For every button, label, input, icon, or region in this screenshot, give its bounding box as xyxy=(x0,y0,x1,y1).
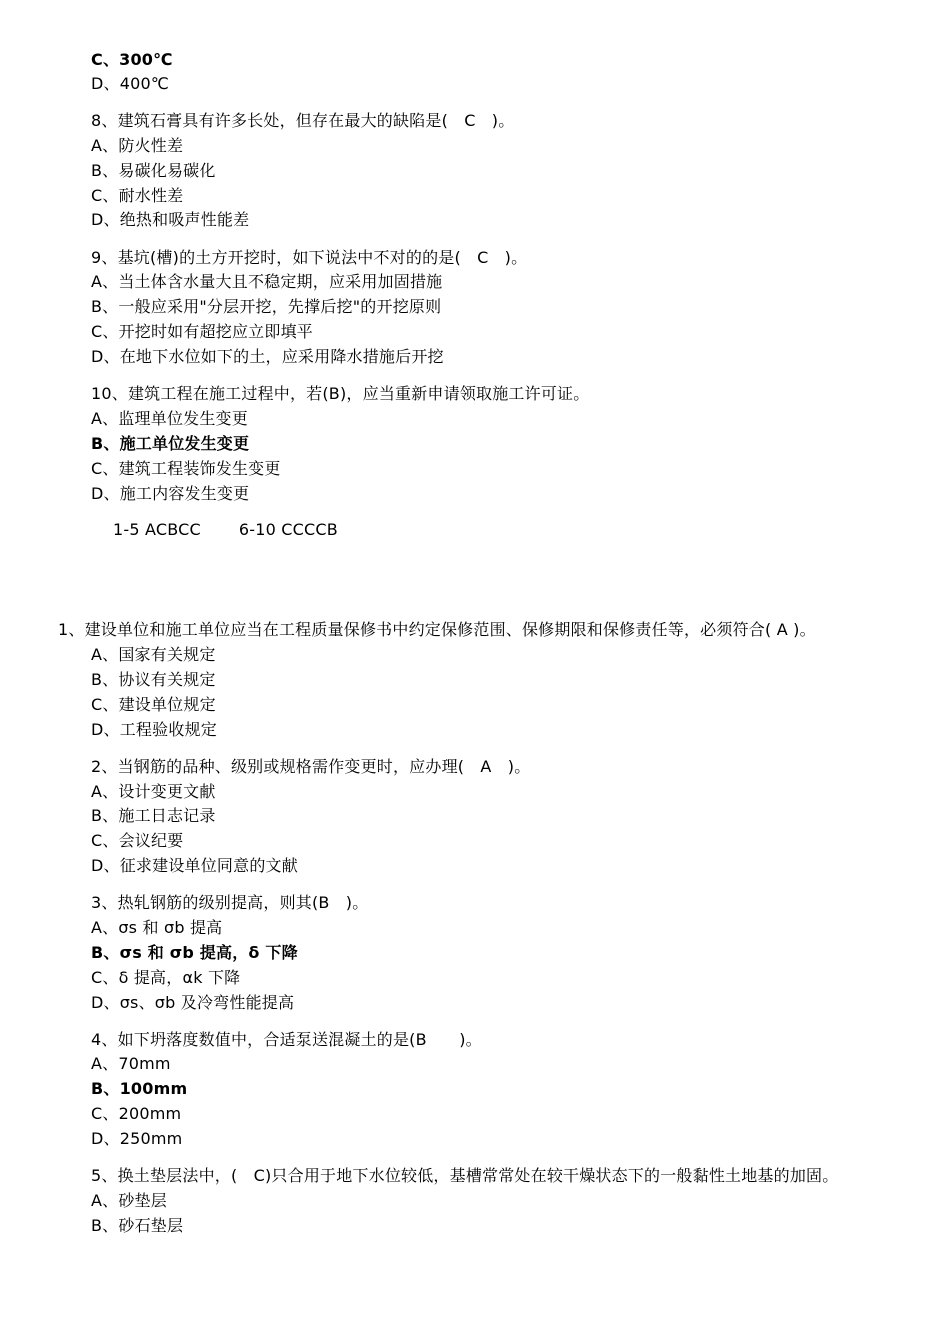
q9-option-c: C、开挖时如有超挖应立即填平 xyxy=(91,322,313,341)
s2-q5-option-b: B、砂石垫层 xyxy=(91,1216,184,1235)
q7-option-c: C、300℃ xyxy=(91,50,173,69)
q7-option-d: D、400℃ xyxy=(91,74,170,93)
s2-q4-stem: 4、如下坍落度数值中，合适泵送混凝土的是(B )。 xyxy=(91,1030,482,1049)
s2-q3-option-b: B、σs 和 σb 提高，δ 下降 xyxy=(91,943,298,962)
s2-q1-option-a: A、国家有关规定 xyxy=(91,645,216,664)
s2-q2-stem: 2、当钢筋的品种、级别或规格需作变更时，应办理( A )。 xyxy=(91,757,531,776)
s2-q2-option-d: D、征求建设单位同意的文献 xyxy=(91,856,298,875)
q10-stem: 10、建筑工程在施工过程中，若(B)，应当重新申请领取施工许可证。 xyxy=(91,384,590,403)
s2-q4-option-a: A、70mm xyxy=(91,1054,171,1073)
s2-q3-stem: 3、热轧钢筋的级别提高，则其(B )。 xyxy=(91,893,369,912)
q8-option-c: C、耐水性差 xyxy=(91,186,184,205)
q10-option-a: A、监理单位发生变更 xyxy=(91,409,248,428)
s2-q2-option-a: A、设计变更文献 xyxy=(91,782,216,801)
answer-key xyxy=(113,520,338,540)
s2-q3-option-c: C、δ 提高，αk 下降 xyxy=(91,968,241,987)
q9-stem: 9、基坑(槽)的土方开挖时，如下说法中不对的的是( C )。 xyxy=(91,248,528,267)
q10-option-b: B、施工单位发生变更 xyxy=(91,434,250,453)
s2-q1-option-c: C、建设单位规定 xyxy=(91,695,216,714)
s2-q4-option-d: D、250mm xyxy=(91,1129,183,1148)
q8-option-d: D、绝热和吸声性能差 xyxy=(91,210,250,229)
q9-option-d: D、在地下水位如下的土，应采用降水措施后开挖 xyxy=(91,347,444,366)
answer-key-part2: 6-10 CCCCB xyxy=(238,520,338,539)
q10-option-d: D、施工内容发生变更 xyxy=(91,484,250,503)
s2-q1-option-d: D、工程验收规定 xyxy=(91,720,217,739)
s2-q1-option-b: B、协议有关规定 xyxy=(91,670,216,689)
s2-q4-option-b: B、100mm xyxy=(91,1079,188,1098)
s2-q3-option-d: D、σs、σb 及冷弯性能提高 xyxy=(91,993,295,1012)
q8-stem: 8、建筑石膏具有许多长处，但存在最大的缺陷是( C )。 xyxy=(91,111,515,130)
s2-q1-stem: 1、建设单位和施工单位应当在工程质量保修书中约定保修范围、保修期限和保修责任等，必须符合( A )。 xyxy=(58,620,816,639)
q8-option-a: A、防火性差 xyxy=(91,136,184,155)
s2-q4-option-c: C、200mm xyxy=(91,1104,182,1123)
answer-key-part1: 1-5 ACBCC xyxy=(113,520,201,539)
s2-q2-option-c: C、会议纪要 xyxy=(91,831,184,850)
s2-q5-option-a: A、砂垫层 xyxy=(91,1191,167,1210)
q9-option-b: B、一般应采用"分层开挖，先撑后挖"的开挖原则 xyxy=(91,297,442,316)
q8-option-b: B、易碳化易碳化 xyxy=(91,161,216,180)
q10-option-c: C、建筑工程装饰发生变更 xyxy=(91,459,281,478)
s2-q3-option-a: A、σs 和 σb 提高 xyxy=(91,918,223,937)
q9-option-a: A、当土体含水量大且不稳定期，应采用加固措施 xyxy=(91,272,443,291)
s2-q2-option-b: B、施工日志记录 xyxy=(91,806,216,825)
s2-q5-stem: 5、换土垫层法中，( C)只合用于地下水位较低，基槽常常处在较干燥状态下的一般黏性土地基的加固。 xyxy=(91,1166,839,1185)
